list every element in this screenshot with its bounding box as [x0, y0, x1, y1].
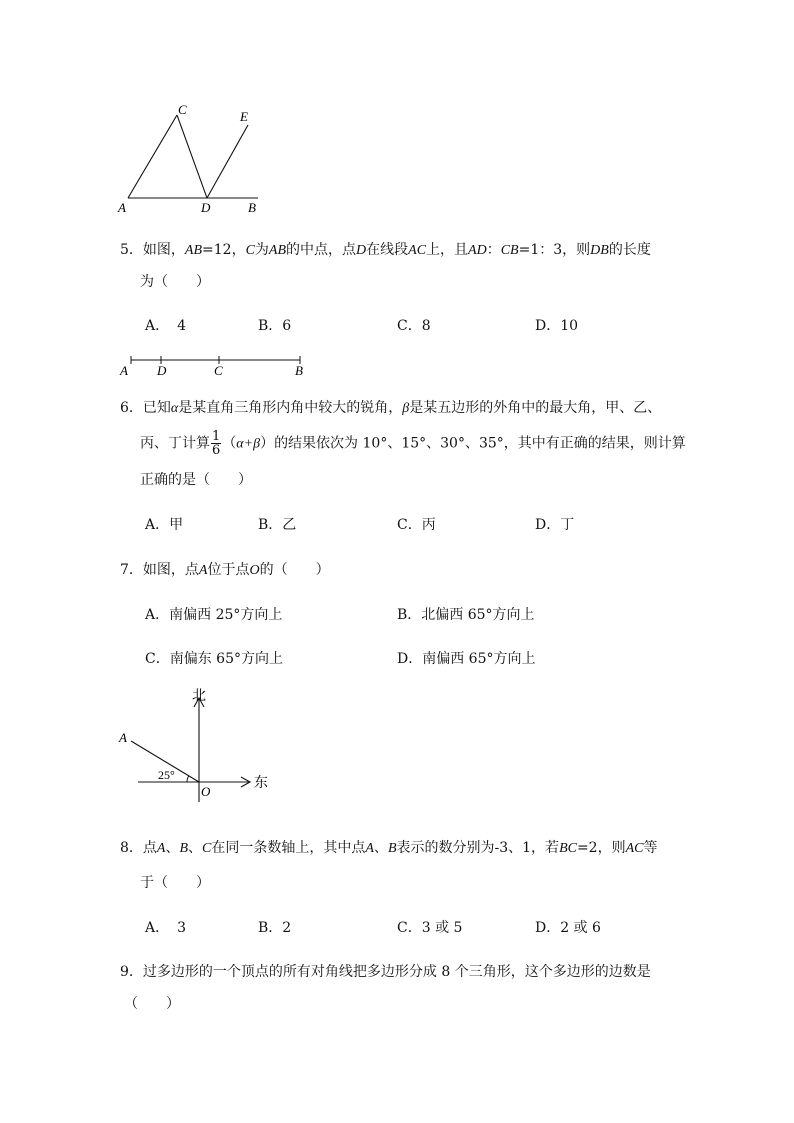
q7-option-c[interactable]: C．南偏东 65°方向上 [145, 651, 283, 667]
q7-option-d[interactable]: D．南偏西 65°方向上 [397, 651, 536, 667]
question-9-line-1: 9．过多边形的一个顶点的所有对角线把多边形分成 8 个三角形，这个多边形的边数是 [120, 964, 651, 980]
question-7-line-1: 7．如图，点A位于点O的（ ） [120, 562, 330, 578]
q8-option-c[interactable]: C．3 或 5 [397, 920, 463, 936]
question-8-line-2: 于（ ） [140, 875, 210, 891]
question-6-line-1: 6．已知α是某直角三角形内角中较大的锐角，β是某五边形的外角中的最大角，甲、乙、 [120, 400, 662, 416]
q6-option-c[interactable]: C．丙 [397, 517, 436, 533]
triangle-figure [112, 100, 272, 218]
label-d: D [201, 200, 211, 215]
q5-option-a[interactable]: A． 4 [145, 318, 187, 334]
point-o-label: O [201, 784, 211, 799]
question-9-line-2: （ ） [124, 996, 180, 1012]
question-9-number: 9． [120, 964, 143, 980]
q5-option-b[interactable]: B．6 [258, 318, 292, 334]
question-8-line-1: 8．点A、B、C在同一条数轴上，其中点A、B表示的数分别为-3、1，若BC=2，则AC等 [120, 840, 658, 856]
label-e: E [240, 109, 248, 124]
question-5-number: 5． [120, 242, 143, 258]
seg-label-d: D [157, 363, 167, 378]
seg-label-b: B [295, 363, 303, 378]
q7-option-b[interactable]: B．北偏西 65°方向上 [397, 607, 535, 623]
segment-ac [128, 115, 177, 198]
q6-option-a[interactable]: A．甲 [145, 517, 184, 533]
compass-figure [112, 684, 282, 806]
ray-de [207, 125, 248, 198]
label-a: A [118, 200, 126, 215]
q8-option-a[interactable]: A． 3 [145, 920, 187, 936]
segment-figure [115, 352, 315, 378]
question-5-line-2: 为（ ） [140, 274, 210, 290]
segment-cd [177, 115, 207, 198]
question-7-number: 7． [120, 562, 143, 578]
angle-label: 25° [158, 768, 175, 782]
question-6-line-3: 正确的是（ ） [140, 472, 252, 488]
question-5-line-1: 5．如图，AB=12，C为AB的中点，点D在线段AC上，且AD：CB=1：3，则DB的长度 [120, 242, 651, 258]
north-label: 北 [192, 689, 206, 704]
q6-option-d[interactable]: D．丁 [535, 517, 575, 533]
q5-option-c[interactable]: C．8 [397, 318, 431, 334]
question-6-line-2: 丙、丁计算 $\frac{1}{6}$ （α+β）的结果依次为 10°、15°、30°、35°，其中有正确的结果，则计算 [140, 429, 686, 458]
q6-option-b[interactable]: B．乙 [258, 517, 297, 533]
label-b: B [248, 200, 256, 215]
question-8-number: 8． [120, 840, 143, 856]
q7-option-a[interactable]: A．南偏西 25°方向上 [145, 607, 283, 623]
q5-option-d[interactable]: D．10 [535, 318, 579, 334]
east-label: 东 [254, 776, 268, 791]
seg-label-c: C [214, 363, 223, 378]
label-c: C [178, 102, 187, 117]
q8-option-b[interactable]: B．2 [258, 920, 292, 936]
q8-option-d[interactable]: D．2 或 6 [535, 920, 601, 936]
question-6-number: 6． [120, 400, 143, 416]
seg-label-a: A [120, 363, 128, 378]
fraction-one-sixth: $\frac{1}{6}$ [212, 429, 221, 458]
point-a-label: A [119, 730, 127, 745]
angle-arc [187, 776, 189, 783]
